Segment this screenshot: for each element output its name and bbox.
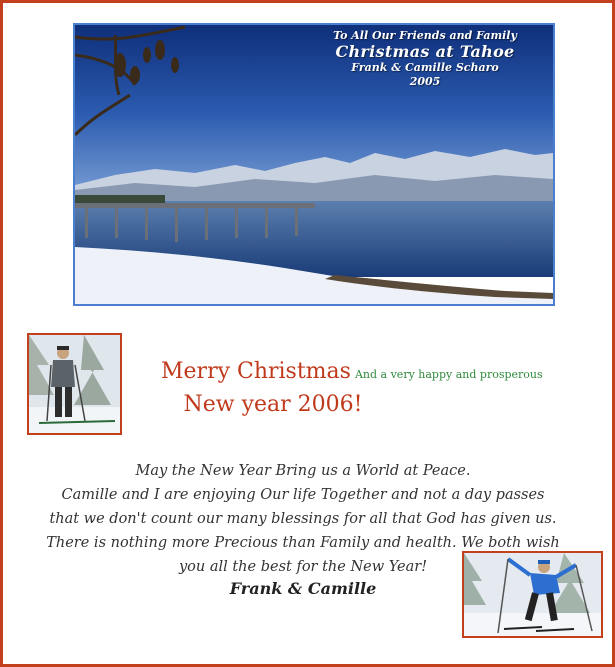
message-line: May the New Year Bring us a World at Peace.: [135, 463, 471, 479]
photo-caption: [305, 29, 545, 89]
message-line: that we don't count our many blessings for all that God has given us.: [49, 511, 557, 527]
merry-christmas-text: Merry Christmas: [161, 359, 351, 384]
message-line: There is nothing more Precious than Family and health. We both wish: [46, 535, 560, 551]
skier-image: [29, 335, 120, 433]
new-year-text: New year 2006!: [183, 392, 363, 417]
caption-dedication: To All Our Friends and Family: [333, 29, 517, 42]
signature: Frank & Camille: [229, 579, 377, 598]
message-line: Camille and I are enjoying Our life Together and not a day passes: [61, 487, 545, 503]
skier-image-right: [464, 553, 601, 636]
caption-year: 2005: [409, 75, 441, 88]
caption-title: Christmas at Tahoe: [335, 42, 515, 61]
skier-photo-right: [462, 551, 603, 638]
message-line: you all the best for the New Year!: [178, 559, 428, 575]
skier-photo-left: [27, 333, 122, 435]
happy-prosperous-text: And a very happy and prosperous: [354, 368, 543, 381]
merry-christmas-line: [161, 359, 543, 384]
tahoe-lake-photo: [73, 23, 555, 306]
caption-names: Frank & Camille Scharo: [351, 61, 499, 74]
